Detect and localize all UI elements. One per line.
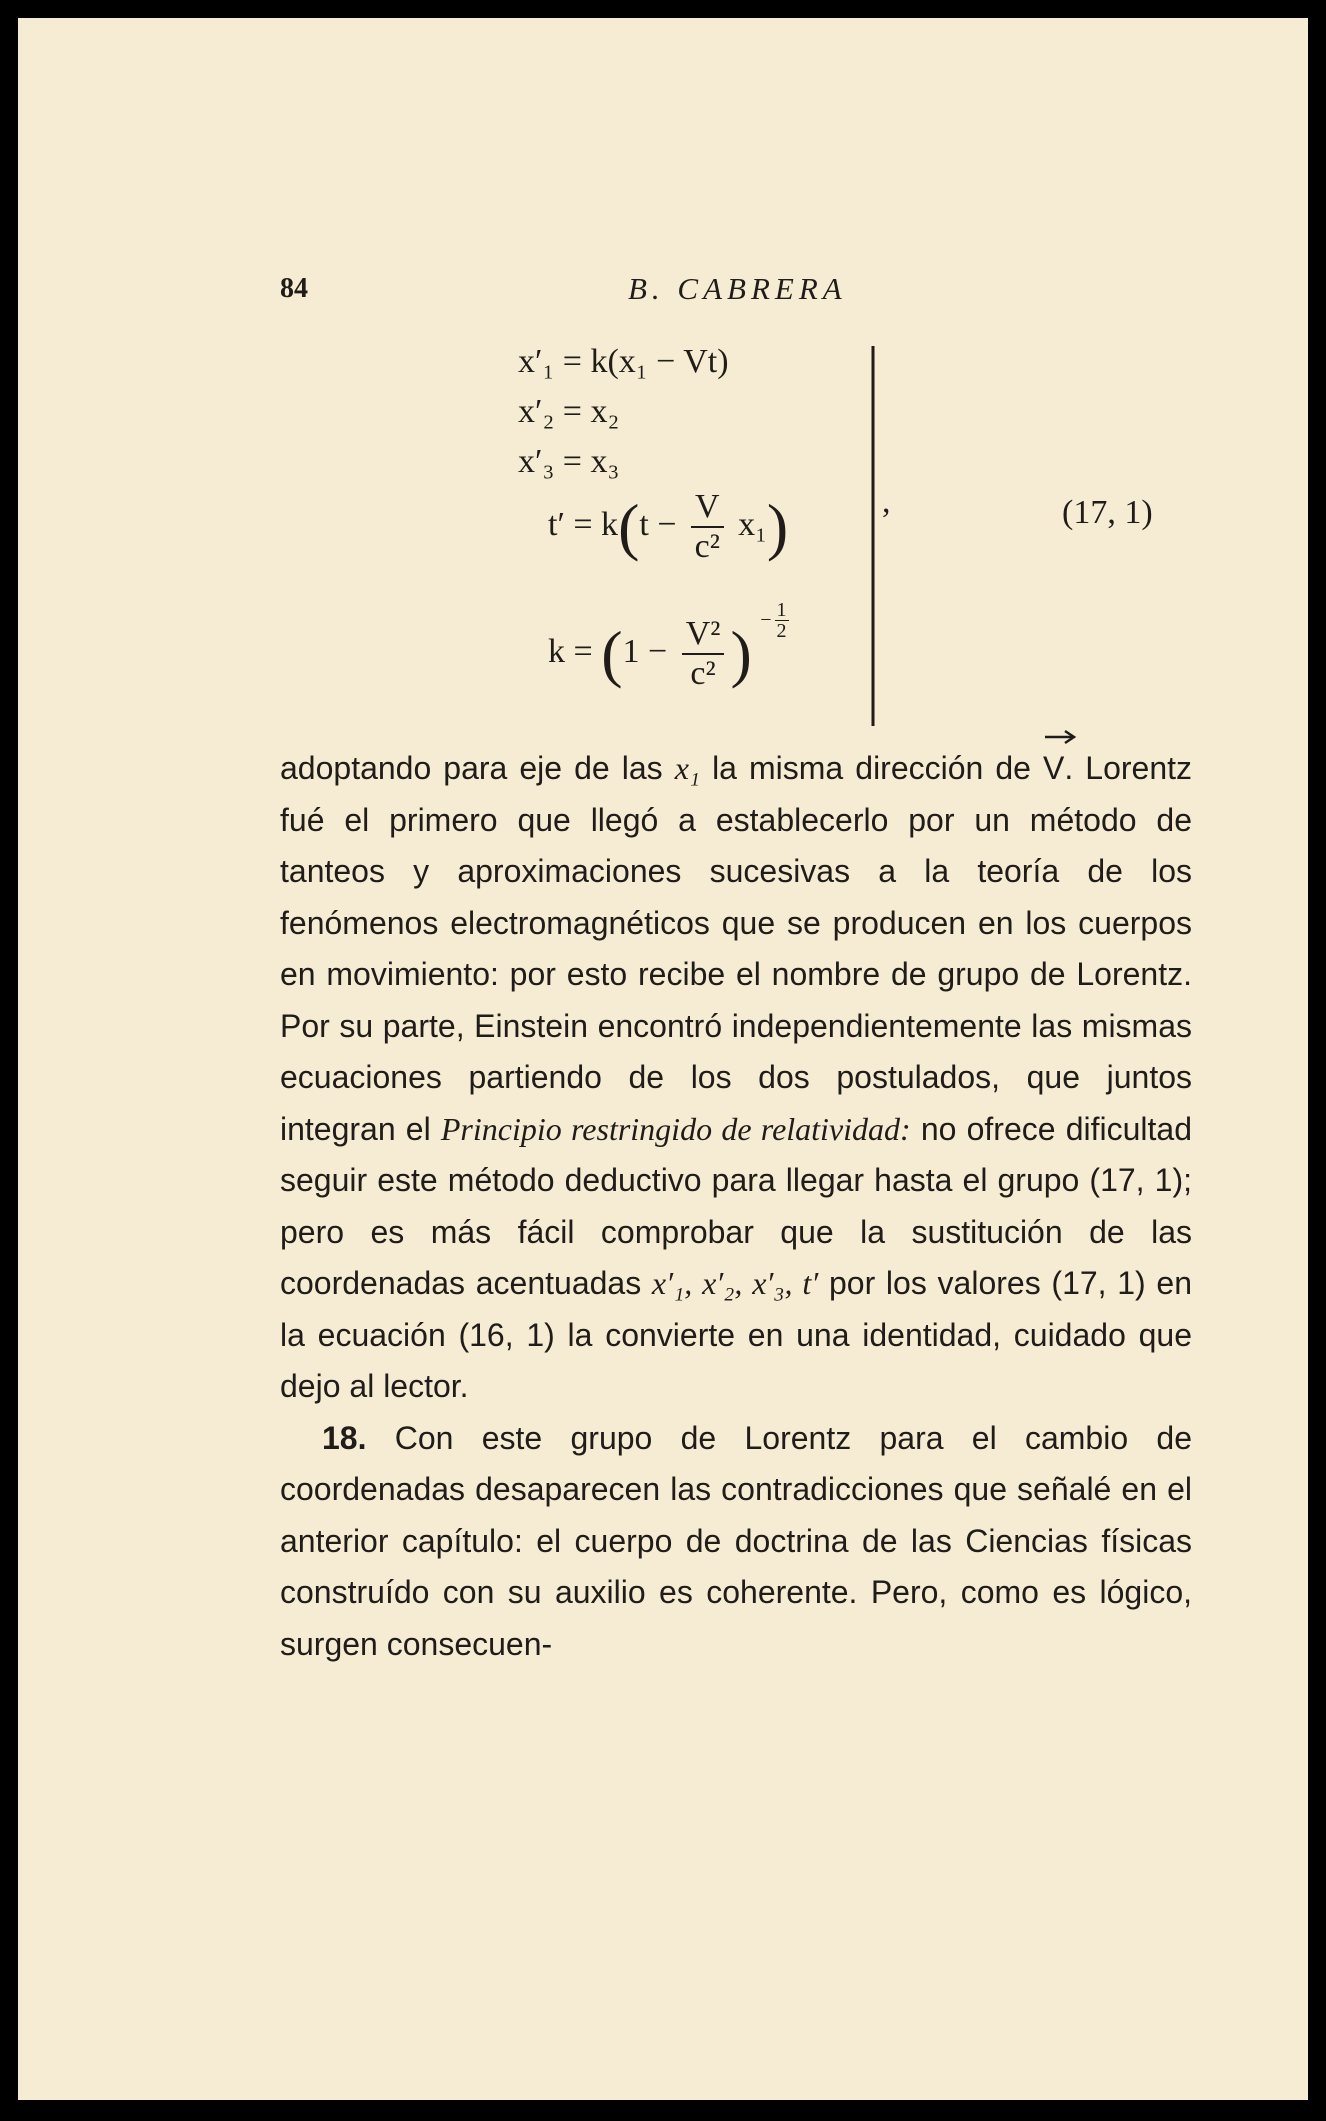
fraction-numerator: V² — [682, 615, 725, 655]
paragraph-1-part-d: no ofrece dificultad seguir este método deductivo para llegar hasta el grupo (17, 1); pero es más fácil comprobar que la sustitución de las coordenadas acentuadas — [280, 1110, 1193, 1301]
fraction-v2-over-c2 — [682, 615, 725, 693]
section-number: 18. — [322, 1419, 367, 1456]
equation-t-term: t − — [639, 505, 677, 543]
lorentz-equations — [478, 328, 1238, 718]
exponent-denominator: 2 — [776, 620, 787, 642]
equation-comma: , — [882, 483, 891, 520]
paragraph-1-part-e: por los valores (17, 1) en la ecuación (16, 1) la convierte en una identidad, cuidado que dejo al lector. — [280, 1265, 1193, 1404]
page-number: 84 — [280, 273, 308, 304]
equation-k-lhs: k = — [548, 633, 593, 670]
running-head: B. CABRERA — [628, 271, 847, 306]
right-paren: ) — [766, 491, 789, 562]
vector-arrow-icon — [1043, 729, 1077, 745]
equation-x1: x′₁ = k(x₁ − Vt) — [518, 343, 729, 380]
paragraph-1-part-c: . Lorentz fué el primero que llegó a establecerlo por un método de tanteos y aproximaciones sucesivas a la teoría de los fenómenos electromagnéticos que se producen en los cuerpos en movimiento: por esto recibe el nombre de grupo de Lorentz. Por su parte, Einstein encontró independientemente las mismas ecuaciones partiendo de los dos postulados, que juntos integran el — [280, 750, 1193, 1147]
left-paren: ( — [601, 618, 623, 690]
equation-x2: x′₂ = x₂ — [518, 393, 620, 430]
axis-x1: x₁ — [674, 750, 701, 786]
book-page — [18, 18, 1308, 2100]
exponent-numerator: 1 — [776, 599, 787, 621]
equation-k-one: 1 − — [622, 633, 668, 670]
paragraph-1-part-b: la misma dirección de — [700, 750, 1043, 786]
paragraph-1 — [280, 743, 1192, 1413]
equation-number: (17, 1) — [1062, 494, 1153, 531]
equation-k — [548, 600, 789, 693]
right-brace — [870, 346, 876, 726]
vector-v — [1043, 743, 1064, 795]
exponent-sign: − — [760, 609, 772, 631]
exponent-minus-half — [760, 600, 788, 641]
equation-t — [548, 488, 788, 566]
paragraph-1-part-a: adoptando para eje de las — [280, 750, 675, 786]
page-header — [280, 263, 880, 313]
primed-coordinates: x′₁, x′₂, x′₃, t′ — [651, 1265, 819, 1301]
vector-v-letter: V — [1043, 750, 1065, 786]
equation-t-lhs: t′ = k — [548, 505, 619, 543]
paragraph-2 — [280, 1413, 1192, 1671]
paragraph-2-text: Con este grupo de Lorentz para el cambio de coordenadas desaparecen las contradicciones que señalé en el anterior capítulo: el cuerpo de doctrina de las Ciencias físicas construído con su auxilio es coherente. Pero, como es lógico, surgen consecuen- — [280, 1419, 1192, 1662]
fraction-v-over-c2 — [691, 488, 724, 566]
body-text — [280, 743, 1192, 1670]
fraction-denominator: c² — [694, 528, 720, 565]
equation-x3: x′₃ = x₃ — [518, 443, 620, 480]
right-paren: ) — [730, 618, 752, 690]
left-paren: ( — [618, 491, 640, 562]
fraction-numerator: V — [691, 488, 724, 528]
principle-name: Principio restringido de relatividad: — [440, 1110, 911, 1147]
equation-t-x1: x₁ — [738, 505, 767, 543]
fraction-denominator: c² — [690, 655, 716, 693]
